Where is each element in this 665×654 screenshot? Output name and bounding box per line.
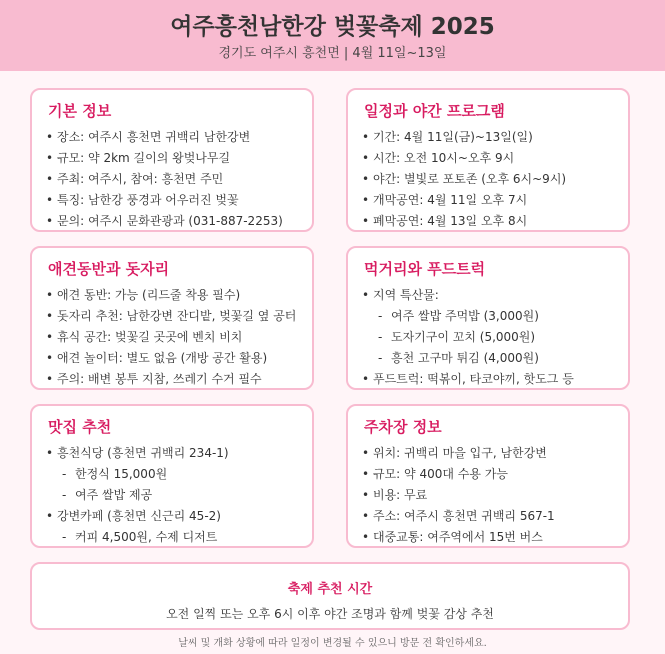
list-item: • 시간: 오전 10시~오후 9시: [362, 151, 515, 165]
parking-card: [346, 404, 630, 548]
list-item: • 대중교통: 여주역에서 15번 버스: [362, 530, 543, 544]
restaurant-list: [46, 443, 306, 548]
list-item: • 주의: 배변 봉투 지참, 쓰레기 수거 필수: [46, 372, 262, 386]
card-title: 맛집 추천: [48, 418, 112, 436]
sub-list-item: - 여주 쌀밥 주먹밥 (3,000원): [378, 309, 539, 323]
list-item: • 폐막공연: 4월 13일 오후 8시: [362, 214, 528, 228]
list-item: • 야간: 별빛로 포토존 (오후 6시~9시): [362, 172, 567, 186]
recommend-time-text: 오전 일찍 또는 오후 6시 이후 야간 조명과 함께 벚꽃 감상 추천: [166, 607, 494, 621]
footer-note: 날씨 및 개화 상황에 따라 일정이 변경될 수 있으니 방문 전 확인하세요.: [178, 638, 487, 649]
list-item: • 비용: 무료: [362, 488, 428, 502]
card-title: 먹거리와 푸드트럭: [364, 260, 486, 278]
sub-list-item: - 여주 쌀밥 제공: [62, 488, 153, 502]
page-subtitle: 경기도 여주시 흥천면 | 4월 11일~13일: [218, 46, 447, 61]
list-item: • 주소: 여주시 흥천면 귀백리 567-1: [362, 509, 555, 523]
page-header: [0, 0, 665, 71]
list-item: • 푸드트럭: 떡볶이, 타코야끼, 핫도그 등: [362, 372, 574, 386]
list-item: • 장소: 여주시 흥천면 귀백리 남한강변: [46, 130, 251, 144]
list-item: • 주최: 여주시, 참여: 흥천면 주민: [46, 172, 224, 186]
list-item: • 휴식 공간: 벚꽃길 곳곳에 벤치 비치: [46, 330, 243, 344]
card-title: 주차장 정보: [364, 418, 442, 436]
recommend-time-card: [30, 562, 630, 630]
pet-mat-list: [46, 285, 306, 390]
list-item: • 위치: 귀백리 마을 입구, 남한강변: [362, 446, 547, 460]
schedule-list: [362, 127, 622, 232]
schedule-card: [346, 88, 630, 232]
list-item: • 강변카페 (흥천면 신근리 45-2): [46, 509, 221, 523]
food-list: [362, 285, 622, 390]
page-title: 여주흥천남한강 벚꽃축제 2025: [170, 14, 495, 40]
list-item: • 돗자리 추천: 남한강변 잔디밭, 벚꽃길 옆 공터: [46, 309, 297, 323]
card-title: 애견동반과 돗자리: [48, 260, 170, 278]
sub-list-item: - 흥천 고구마 튀김 (4,000원): [378, 351, 539, 365]
list-item: • 애견 동반: 가능 (리드줄 착용 필수): [46, 288, 241, 302]
basic-info-card: [30, 88, 314, 232]
list-item: • 규모: 약 2km 길이의 왕벚나무길: [46, 151, 231, 165]
card-title: 일정과 야간 프로그램: [364, 102, 505, 120]
list-item: • 흥천식당 (흥천면 귀백리 234-1): [46, 446, 229, 460]
basic-info-list: [46, 127, 306, 232]
pet-mat-card: [30, 246, 314, 390]
food-card: [346, 246, 630, 390]
list-item: • 특징: 남한강 풍경과 어우러진 벚꽃: [46, 193, 239, 207]
list-item: • 기간: 4월 11일(금)~13일(일): [362, 130, 533, 144]
card-title: 기본 정보: [48, 102, 112, 120]
list-item: • 지역 특산물:: [362, 288, 439, 302]
list-item: • 애견 놀이터: 별도 없음 (개방 공간 활용): [46, 351, 268, 365]
sub-list-item: - 커피 4,500원, 수제 디저트: [62, 530, 218, 544]
parking-list: [362, 443, 622, 548]
list-item: • 규모: 약 400대 수용 가능: [362, 467, 508, 481]
sub-list-item: - 도자기구이 꼬치 (5,000원): [378, 330, 536, 344]
card-title: 축제 추천 시간: [287, 582, 373, 597]
sub-list-item: - 한정식 15,000원: [62, 467, 168, 481]
restaurant-card: [30, 404, 314, 548]
list-item: • 문의: 여주시 문화관광과 (031-887-2253): [46, 214, 283, 228]
list-item: • 개막공연: 4월 11일 오후 7시: [362, 193, 528, 207]
